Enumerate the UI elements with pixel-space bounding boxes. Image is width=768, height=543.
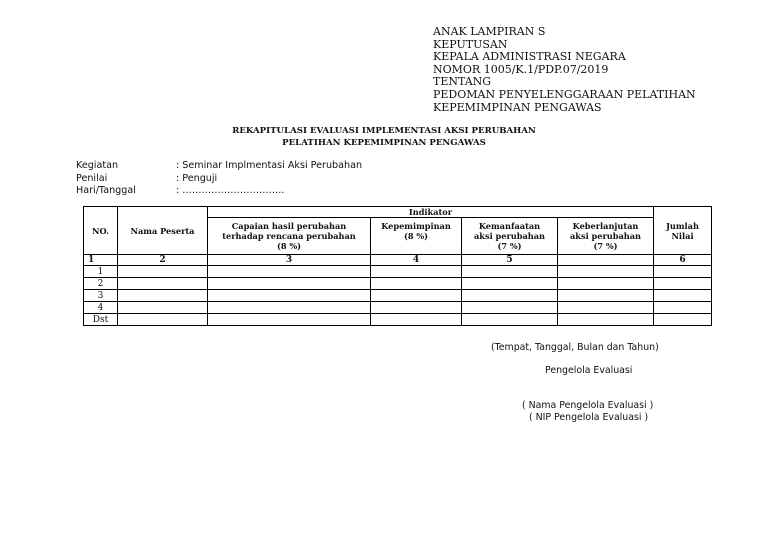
header-capaian — [208, 218, 371, 255]
table-cell — [118, 314, 208, 326]
column-number: 5 — [462, 255, 558, 266]
header-keberlanjutan — [558, 218, 654, 255]
signature-name: ( Nama Pengelola Evaluasi ) — [522, 400, 654, 411]
column-number — [558, 255, 654, 266]
row-number: Dst — [84, 314, 118, 326]
header-nama-peserta: Nama Peserta — [118, 207, 208, 255]
header-line: PEDOMAN PENYELENGGARAAN PELATIHAN — [433, 87, 696, 101]
table-row — [84, 278, 712, 290]
header-line: NOMOR 1005/K.1/PDP.07/2019 — [433, 62, 609, 76]
table-row — [84, 290, 712, 302]
table-cell — [118, 290, 208, 302]
table-cell — [208, 302, 371, 314]
document-title: REKAPITULASI EVALUASI IMPLEMENTASI AKSI PERUBAHAN — [232, 126, 536, 136]
table-cell — [208, 266, 371, 278]
header-line: ANAK LAMPIRAN S — [433, 25, 546, 38]
header-text-line: Keberlanjutan — [572, 221, 639, 231]
table-cell — [208, 278, 371, 290]
column-number: 1 — [84, 255, 118, 266]
meta-label: Penilai — [76, 172, 108, 184]
table-cell — [558, 266, 654, 278]
header-line: KEPEMIMPINAN PENGAWAS — [433, 100, 602, 114]
header-text-line: terhadap rencana perubahan — [222, 231, 356, 241]
row-number: 3 — [84, 290, 118, 302]
column-number: 2 — [118, 255, 208, 266]
column-number-row — [84, 255, 712, 266]
table-cell — [462, 278, 558, 290]
header-kemanfaatan — [462, 218, 558, 255]
table-cell — [118, 266, 208, 278]
table-cell — [558, 290, 654, 302]
header-line: KEPALA ADMINISTRASI NEGARA — [433, 50, 626, 64]
row-number: 4 — [84, 302, 118, 314]
signature-nip: ( NIP Pengelola Evaluasi ) — [529, 412, 649, 423]
header-kepemimpinan — [371, 218, 462, 255]
evaluation-table — [83, 206, 712, 326]
header-text-line: Nilai — [671, 230, 694, 241]
header-text-line: Jumlah — [666, 220, 699, 231]
table-cell — [654, 314, 712, 326]
column-number: 6 — [654, 255, 712, 266]
table-cell — [654, 278, 712, 290]
header-text-line: (8 %) — [403, 231, 429, 241]
table-cell — [462, 266, 558, 278]
meta-value: : Penguji — [176, 172, 218, 184]
appendix-header — [433, 26, 696, 114]
row-number: 1 — [84, 266, 118, 278]
header-line: TENTANG — [433, 75, 492, 89]
table-cell — [654, 266, 712, 278]
table-cell — [371, 266, 462, 278]
signature-place-date: (Tempat, Tanggal, Bulan dan Tahun) — [491, 342, 659, 353]
meta-block — [76, 160, 362, 198]
table-cell — [558, 278, 654, 290]
meta-row-penilai — [76, 173, 362, 186]
table-cell — [654, 290, 712, 302]
table-cell — [118, 278, 208, 290]
table-cell — [371, 290, 462, 302]
header-text-line: aksi perubahan — [474, 231, 545, 241]
header-jumlah-nilai — [654, 207, 712, 255]
table-cell — [118, 302, 208, 314]
header-text-line: (8 %) — [276, 241, 302, 251]
table-cell — [654, 302, 712, 314]
table-row — [84, 314, 712, 326]
table-cell — [558, 314, 654, 326]
header-text-line: Capaian hasil perubahan — [231, 221, 347, 231]
meta-row-kegiatan — [76, 160, 362, 173]
table-cell — [462, 290, 558, 302]
document-subtitle: PELATIHAN KEPEMIMPINAN PENGAWAS — [282, 138, 486, 148]
table-cell — [462, 302, 558, 314]
header-text-line: (7 %) — [497, 241, 522, 251]
meta-label: Kegiatan — [76, 160, 119, 171]
column-number: 3 — [208, 255, 371, 266]
header-line: KEPUTUSAN — [433, 37, 508, 51]
header-text-line: Kemanfaatan — [478, 221, 541, 231]
meta-value: : ………………………….. — [176, 185, 285, 197]
signature-role: Pengelola Evaluasi — [545, 365, 633, 376]
header-text-line: (7 %) — [593, 241, 618, 251]
header-text-line: aksi perubahan — [570, 231, 641, 241]
table-row — [84, 302, 712, 314]
meta-row-hari-tanggal — [76, 185, 362, 198]
table-cell — [558, 302, 654, 314]
header-text-line: Kepemimpinan — [381, 221, 451, 231]
meta-label: Hari/Tanggal — [76, 185, 136, 197]
header-no: NO. — [84, 207, 118, 255]
header-indikator: Indikator — [208, 207, 654, 218]
meta-value: : Seminar Implmentasi Aksi Perubahan — [176, 160, 363, 171]
column-number: 4 — [371, 255, 462, 266]
table-cell — [462, 314, 558, 326]
row-number: 2 — [84, 278, 118, 290]
table-cell — [371, 278, 462, 290]
table-cell — [208, 314, 371, 326]
table-cell — [371, 302, 462, 314]
table-row — [84, 266, 712, 278]
table-cell — [208, 290, 371, 302]
table-cell — [371, 314, 462, 326]
